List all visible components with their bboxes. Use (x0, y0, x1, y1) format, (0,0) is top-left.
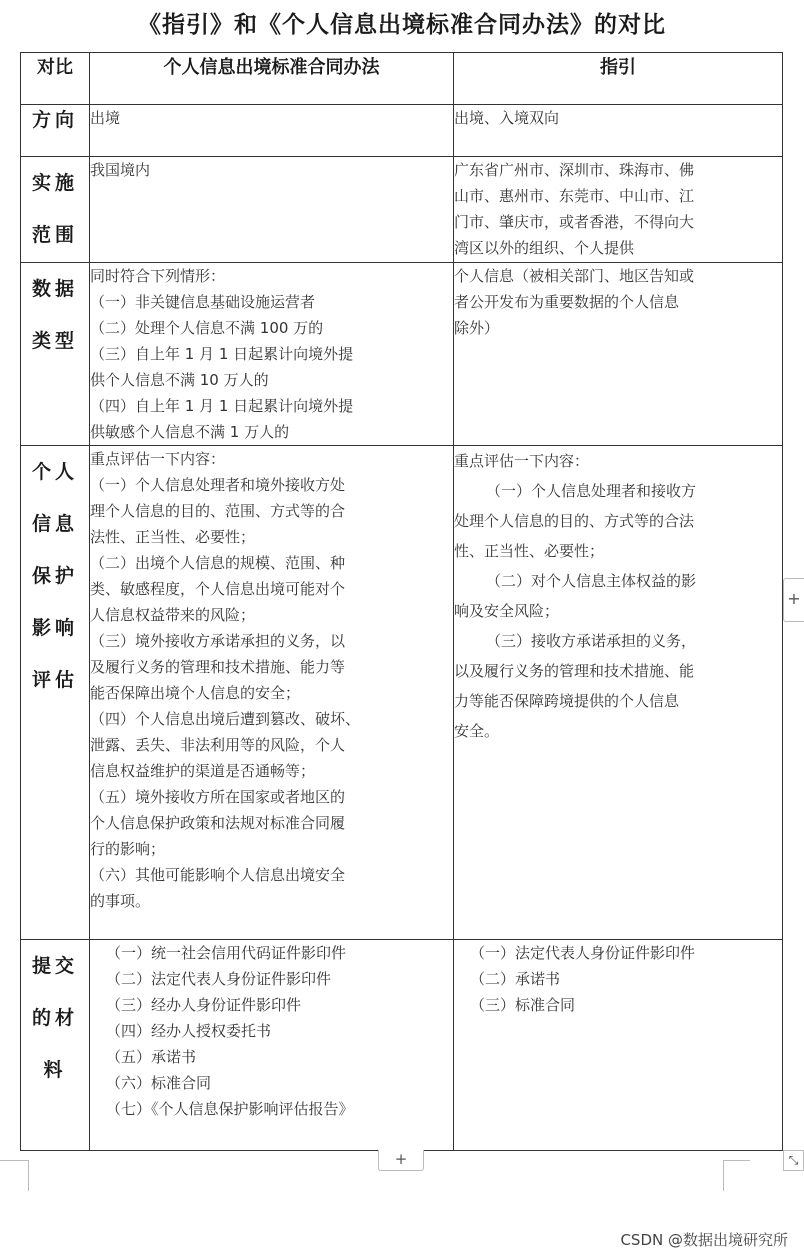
cell-line: 湾区以外的组织、个人提供 (454, 239, 635, 257)
cell-line: （一）个人信息处理者和接收方 (486, 482, 697, 500)
cell-line: 重点评估一下内容： (90, 450, 226, 468)
cell-line: 我国境内 (90, 161, 151, 179)
measures-cell-impact-assessment[interactable] (90, 446, 454, 940)
header-guidelines: 指引 (454, 53, 783, 105)
cell-line: 同时符合下列情形： (90, 267, 226, 285)
guidelines-cell-impact-assessment[interactable] (454, 446, 783, 940)
table-row-scope (21, 157, 783, 263)
cell-line: （二）对个人信息主体权益的影 (486, 572, 697, 590)
cell-line: （一）个人信息处理者和境外接收方处 (90, 476, 346, 494)
guidelines-cell-scope[interactable] (454, 157, 783, 263)
cell-line: 广东省广州市、深圳市、珠海市、佛 (454, 161, 695, 179)
cell-line: 供敏感个人信息不满 1 万人的 (90, 423, 290, 441)
cell-line: （四）个人信息出境后遭到篡改、破坏、 (90, 710, 361, 728)
cell-line: （一）法定代表人身份证件影印件 (470, 944, 696, 962)
cell-line: （一）统一社会信用代码证件影印件 (106, 944, 347, 962)
row-label-line: 个人 (31, 461, 78, 483)
cell-line: 除外） (454, 319, 500, 337)
row-label-impact-assessment (21, 446, 90, 940)
cell-line: （一）非关键信息基础设施运营者 (90, 293, 316, 311)
cell-line: （七）《个人信息保护影响评估报告》 (106, 1100, 354, 1118)
cell-line: 理个人信息的目的、范围、方式等的合 (90, 502, 346, 520)
row-label-line: 影响 (31, 617, 78, 639)
row-label-line: 料 (43, 1059, 67, 1081)
cell-line: （六）其他可能影响个人信息出境安全 (90, 866, 346, 884)
cell-line: （二）出境个人信息的规模、范围、种 (90, 554, 346, 572)
table-row-materials (21, 940, 783, 1151)
row-label-data-type (21, 263, 90, 446)
row-label-direction (21, 105, 90, 157)
row-label-line: 实施 (31, 172, 78, 194)
table-resize-handle[interactable]: ⤡ (783, 1150, 804, 1171)
add-column-button[interactable]: + (783, 578, 804, 622)
watermark: CSDN @数据出境研究所 (620, 1231, 788, 1249)
row-label-line: 的材 (31, 1007, 78, 1029)
cell-line: （二）法定代表人身份证件影印件 (106, 970, 332, 988)
row-label-line: 类型 (31, 330, 78, 352)
cell-line: （四）经办人授权委托书 (106, 1022, 272, 1040)
cell-line: 供个人信息不满 10 万人的 (90, 371, 269, 389)
cell-line: （三）经办人身份证件影印件 (106, 996, 302, 1014)
cell-line: （五）承诺书 (106, 1048, 197, 1066)
row-label-line: 保护 (31, 565, 78, 587)
cell-line: 出境 (90, 109, 121, 127)
cell-line: 的事项。 (90, 892, 151, 910)
header-measures: 个人信息出境标准合同办法 (90, 53, 454, 105)
cell-line: 以及履行义务的管理和技术措施、能 (454, 662, 695, 680)
cell-line: 性、正当性、必要性； (454, 542, 605, 560)
cell-line: 法性、正当性、必要性； (90, 528, 256, 546)
cell-line: （六）标准合同 (106, 1074, 212, 1092)
cell-line: 山市、惠州市、东莞市、中山市、江 (454, 187, 695, 205)
row-label-line: 数据 (31, 278, 78, 300)
measures-cell-scope[interactable] (90, 157, 454, 263)
measures-cell-materials[interactable] (90, 940, 454, 1151)
cell-line: 出境、入境双向 (454, 109, 560, 127)
page-corner-mark-right (723, 1160, 750, 1191)
cell-line: （三）标准合同 (470, 996, 576, 1014)
cell-line: （二）处理个人信息不满 100 万的 (90, 319, 324, 337)
header-comparison: 对比 (21, 53, 90, 105)
cell-line: （四）自上年 1 月 1 日起累计向境外提 (90, 397, 354, 415)
cell-line: 行的影响； (90, 840, 166, 858)
guidelines-cell-materials[interactable] (454, 940, 783, 1151)
cell-line: 处理个人信息的目的、方式等的合法 (454, 512, 695, 530)
measures-cell-direction[interactable] (90, 105, 454, 157)
cell-line: （三）接收方承诺承担的义务， (486, 632, 697, 650)
cell-line: 安全。 (454, 722, 500, 740)
row-label-line: 范围 (31, 224, 78, 246)
table-header-row (21, 53, 783, 105)
cell-line: 类、敏感程度，个人信息出境可能对个 (90, 580, 346, 598)
cell-line: 人信息权益带来的风险； (90, 606, 256, 624)
guidelines-cell-data-type[interactable] (454, 263, 783, 446)
cell-line: （三）境外接收方承诺承担的义务，以 (90, 632, 346, 650)
cell-line: 信息权益维护的渠道是否通畅等； (90, 762, 316, 780)
row-label-line: 评估 (31, 669, 78, 691)
cell-line: （二）承诺书 (470, 970, 561, 988)
cell-line: 个人信息（被相关部门、地区告知或 (454, 267, 695, 285)
table-row-data-type (21, 263, 783, 446)
table-row-impact-assessment (21, 446, 783, 940)
row-label-line: 提交 (31, 955, 78, 977)
cell-line: 重点评估一下内容： (454, 452, 590, 470)
cell-line: 泄露、丢失、非法利用等的风险，个人 (90, 736, 346, 754)
cell-line: 能否保障出境个人信息的安全； (90, 684, 301, 702)
row-label-line: 方向 (31, 109, 78, 131)
cell-line: 及履行义务的管理和技术措施、能力等 (90, 658, 346, 676)
cell-line: 个人信息保护政策和法规对标准合同履 (90, 814, 346, 832)
row-label-materials (21, 940, 90, 1151)
cell-line: 门市、肇庆市，或者香港，不得向大 (454, 213, 695, 231)
page-corner-mark-left (0, 1160, 29, 1191)
cell-line: （三）自上年 1 月 1 日起累计向境外提 (90, 345, 354, 363)
cell-line: 者公开发布为重要数据的个人信息 (454, 293, 680, 311)
cell-line: （五）境外接收方所在国家或者地区的 (90, 788, 346, 806)
guidelines-cell-direction[interactable] (454, 105, 783, 157)
table-row-direction (21, 105, 783, 157)
cell-line: 响及安全风险； (454, 602, 560, 620)
page-title: 《指引》和《个人信息出境标准合同办法》的对比 (138, 11, 666, 38)
measures-cell-data-type[interactable] (90, 263, 454, 446)
row-label-scope (21, 157, 90, 263)
row-label-line: 信息 (31, 513, 78, 535)
cell-line: 力等能否保障跨境提供的个人信息 (454, 692, 680, 710)
add-row-button[interactable]: + (378, 1150, 424, 1171)
comparison-table (20, 52, 783, 1151)
